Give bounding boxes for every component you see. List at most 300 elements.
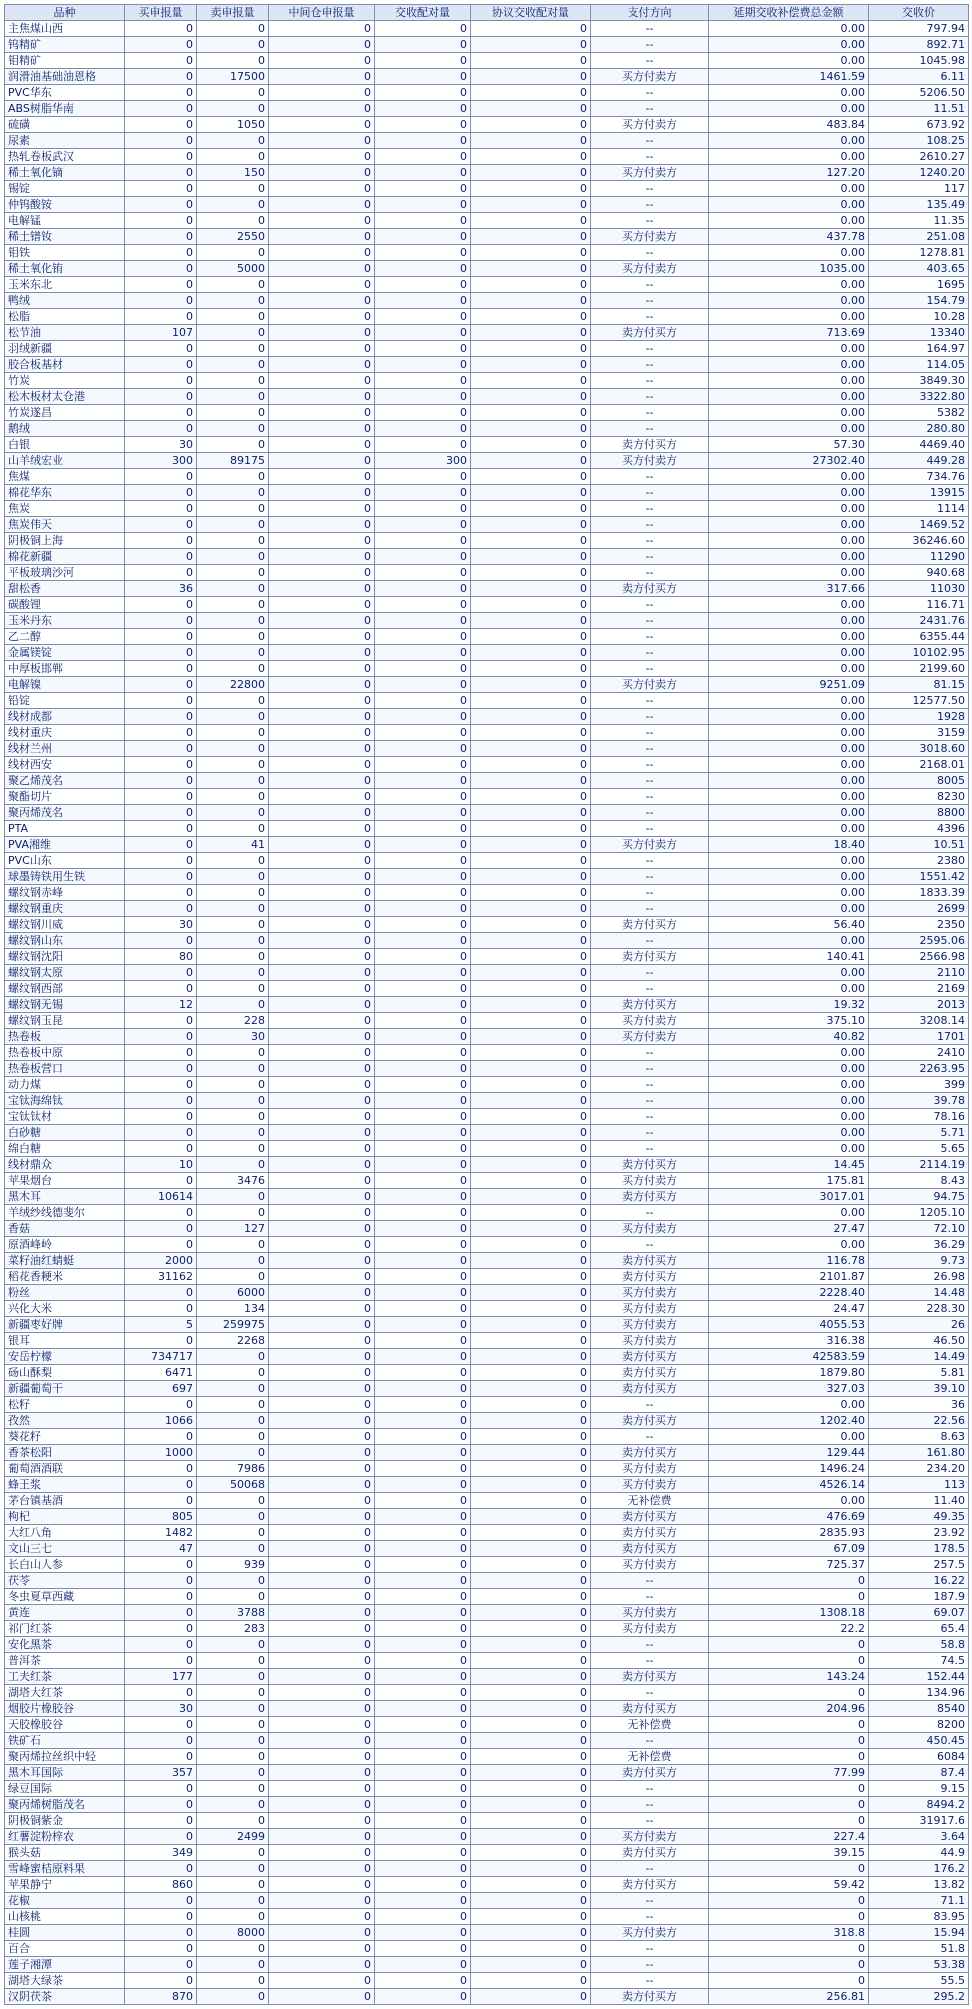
buy-declared-cell: 0 bbox=[125, 1477, 197, 1493]
payment-direction-cell: -- bbox=[591, 309, 709, 325]
sell-declared-cell: 259975 bbox=[197, 1317, 269, 1333]
compensation-total-cell: 127.20 bbox=[709, 165, 869, 181]
sell-declared-cell: 0 bbox=[197, 773, 269, 789]
intermediate-declared-cell: 0 bbox=[269, 1093, 375, 1109]
compensation-total-cell: 0.00 bbox=[709, 773, 869, 789]
intermediate-declared-cell: 0 bbox=[269, 181, 375, 197]
payment-direction-cell: 买方付卖方 bbox=[591, 1557, 709, 1573]
agreement-matched-cell: 0 bbox=[471, 917, 591, 933]
variety-cell: 螺纹钢太原 bbox=[5, 965, 125, 981]
sell-declared-cell: 0 bbox=[197, 1061, 269, 1077]
col-agreement-matched: 协议交收配对量 bbox=[471, 5, 591, 21]
buy-declared-cell: 10 bbox=[125, 1157, 197, 1173]
intermediate-declared-cell: 0 bbox=[269, 1237, 375, 1253]
variety-cell: PTA bbox=[5, 821, 125, 837]
payment-direction-cell: 卖方付买方 bbox=[591, 1349, 709, 1365]
delivery-price-cell: 1469.52 bbox=[869, 517, 969, 533]
table-row bbox=[5, 1589, 969, 1605]
delivery-price-cell: 36 bbox=[869, 1397, 969, 1413]
agreement-matched-cell: 0 bbox=[471, 1733, 591, 1749]
matched-cell: 0 bbox=[375, 1733, 471, 1749]
matched-cell: 0 bbox=[375, 1493, 471, 1509]
delivery-price-cell: 161.80 bbox=[869, 1445, 969, 1461]
compensation-total-cell: 42583.59 bbox=[709, 1349, 869, 1365]
intermediate-declared-cell: 0 bbox=[269, 341, 375, 357]
table-row bbox=[5, 309, 969, 325]
table-row bbox=[5, 1877, 969, 1893]
delivery-price-cell: 26.98 bbox=[869, 1269, 969, 1285]
variety-cell: 文山三七 bbox=[5, 1541, 125, 1557]
compensation-total-cell: 713.69 bbox=[709, 325, 869, 341]
agreement-matched-cell: 0 bbox=[471, 213, 591, 229]
table-row bbox=[5, 1333, 969, 1349]
table-row bbox=[5, 101, 969, 117]
agreement-matched-cell: 0 bbox=[471, 1605, 591, 1621]
agreement-matched-cell: 0 bbox=[471, 677, 591, 693]
payment-direction-cell: -- bbox=[591, 965, 709, 981]
buy-declared-cell: 0 bbox=[125, 69, 197, 85]
payment-direction-cell: 卖方付买方 bbox=[591, 917, 709, 933]
intermediate-declared-cell: 0 bbox=[269, 1109, 375, 1125]
delivery-price-cell: 176.2 bbox=[869, 1861, 969, 1877]
payment-direction-cell: 买方付卖方 bbox=[591, 165, 709, 181]
variety-cell: 螺纹钢玉昆 bbox=[5, 1013, 125, 1029]
variety-cell: 黄连 bbox=[5, 1605, 125, 1621]
table-row bbox=[5, 1509, 969, 1525]
agreement-matched-cell: 0 bbox=[471, 1365, 591, 1381]
intermediate-declared-cell: 0 bbox=[269, 357, 375, 373]
sell-declared-cell: 7986 bbox=[197, 1461, 269, 1477]
delivery-price-cell: 134.96 bbox=[869, 1685, 969, 1701]
payment-direction-cell: 卖方付买方 bbox=[591, 1669, 709, 1685]
agreement-matched-cell: 0 bbox=[471, 1813, 591, 1829]
delivery-price-cell: 152.44 bbox=[869, 1669, 969, 1685]
compensation-total-cell: 476.69 bbox=[709, 1509, 869, 1525]
intermediate-declared-cell: 0 bbox=[269, 997, 375, 1013]
compensation-total-cell: 0.00 bbox=[709, 597, 869, 613]
table-row bbox=[5, 885, 969, 901]
sell-declared-cell: 0 bbox=[197, 1941, 269, 1957]
payment-direction-cell: 卖方付买方 bbox=[591, 1989, 709, 2005]
matched-cell: 0 bbox=[375, 789, 471, 805]
matched-cell: 0 bbox=[375, 1957, 471, 1973]
sell-declared-cell: 3476 bbox=[197, 1173, 269, 1189]
buy-declared-cell: 0 bbox=[125, 853, 197, 869]
agreement-matched-cell: 0 bbox=[471, 1957, 591, 1973]
variety-cell: 仲钨酸铵 bbox=[5, 197, 125, 213]
buy-declared-cell: 0 bbox=[125, 101, 197, 117]
delivery-price-cell: 116.71 bbox=[869, 597, 969, 613]
payment-direction-cell: -- bbox=[591, 389, 709, 405]
buy-declared-cell: 349 bbox=[125, 1845, 197, 1861]
intermediate-declared-cell: 0 bbox=[269, 1733, 375, 1749]
compensation-total-cell: 0.00 bbox=[709, 469, 869, 485]
sell-declared-cell: 2499 bbox=[197, 1829, 269, 1845]
payment-direction-cell: -- bbox=[591, 101, 709, 117]
table-row bbox=[5, 1093, 969, 1109]
variety-cell: 山羊绒宏业 bbox=[5, 453, 125, 469]
buy-declared-cell: 0 bbox=[125, 1221, 197, 1237]
buy-declared-cell: 0 bbox=[125, 1733, 197, 1749]
compensation-total-cell: 0.00 bbox=[709, 21, 869, 37]
variety-cell: 乙二醇 bbox=[5, 629, 125, 645]
variety-cell: 竹炭 bbox=[5, 373, 125, 389]
payment-direction-cell: -- bbox=[591, 1077, 709, 1093]
compensation-total-cell: 129.44 bbox=[709, 1445, 869, 1461]
compensation-total-cell: 0 bbox=[709, 1797, 869, 1813]
intermediate-declared-cell: 0 bbox=[269, 1877, 375, 1893]
variety-cell: 大红八角 bbox=[5, 1525, 125, 1541]
variety-cell: 白银 bbox=[5, 437, 125, 453]
intermediate-declared-cell: 0 bbox=[269, 1957, 375, 1973]
intermediate-declared-cell: 0 bbox=[269, 1413, 375, 1429]
matched-cell: 0 bbox=[375, 837, 471, 853]
compensation-total-cell: 227.4 bbox=[709, 1829, 869, 1845]
buy-declared-cell: 0 bbox=[125, 661, 197, 677]
sell-declared-cell: 0 bbox=[197, 1525, 269, 1541]
sell-declared-cell: 0 bbox=[197, 789, 269, 805]
buy-declared-cell: 0 bbox=[125, 293, 197, 309]
buy-declared-cell: 0 bbox=[125, 1429, 197, 1445]
sell-declared-cell: 0 bbox=[197, 1365, 269, 1381]
delivery-price-cell: 10.28 bbox=[869, 309, 969, 325]
delivery-price-cell: 734.76 bbox=[869, 469, 969, 485]
intermediate-declared-cell: 0 bbox=[269, 725, 375, 741]
intermediate-declared-cell: 0 bbox=[269, 1141, 375, 1157]
buy-declared-cell: 1482 bbox=[125, 1525, 197, 1541]
compensation-total-cell: 317.66 bbox=[709, 581, 869, 597]
agreement-matched-cell: 0 bbox=[471, 309, 591, 325]
intermediate-declared-cell: 0 bbox=[269, 693, 375, 709]
compensation-total-cell: 0.00 bbox=[709, 501, 869, 517]
delivery-price-cell: 13340 bbox=[869, 325, 969, 341]
matched-cell: 0 bbox=[375, 533, 471, 549]
table-row bbox=[5, 1157, 969, 1173]
compensation-total-cell: 0.00 bbox=[709, 1109, 869, 1125]
variety-cell: 黑木耳国际 bbox=[5, 1765, 125, 1781]
compensation-total-cell: 375.10 bbox=[709, 1013, 869, 1029]
intermediate-declared-cell: 0 bbox=[269, 21, 375, 37]
payment-direction-cell: -- bbox=[591, 805, 709, 821]
sell-declared-cell: 0 bbox=[197, 1157, 269, 1173]
matched-cell: 0 bbox=[375, 1637, 471, 1653]
sell-declared-cell: 50068 bbox=[197, 1477, 269, 1493]
buy-declared-cell: 0 bbox=[125, 53, 197, 69]
matched-cell: 0 bbox=[375, 1877, 471, 1893]
compensation-total-cell: 0.00 bbox=[709, 789, 869, 805]
payment-direction-cell: 卖方付买方 bbox=[591, 437, 709, 453]
sell-declared-cell: 0 bbox=[197, 885, 269, 901]
compensation-total-cell: 0.00 bbox=[709, 1493, 869, 1509]
compensation-total-cell: 0 bbox=[709, 1685, 869, 1701]
sell-declared-cell: 0 bbox=[197, 1509, 269, 1525]
compensation-total-cell: 4055.53 bbox=[709, 1317, 869, 1333]
sell-declared-cell: 0 bbox=[197, 1813, 269, 1829]
agreement-matched-cell: 0 bbox=[471, 933, 591, 949]
table-row bbox=[5, 245, 969, 261]
matched-cell: 0 bbox=[375, 613, 471, 629]
agreement-matched-cell: 0 bbox=[471, 197, 591, 213]
compensation-total-cell: 0.00 bbox=[709, 1093, 869, 1109]
agreement-matched-cell: 0 bbox=[471, 1029, 591, 1045]
buy-declared-cell: 870 bbox=[125, 1989, 197, 2005]
variety-cell: 稀土氧化铕 bbox=[5, 261, 125, 277]
agreement-matched-cell: 0 bbox=[471, 581, 591, 597]
table-row bbox=[5, 949, 969, 965]
agreement-matched-cell: 0 bbox=[471, 1797, 591, 1813]
payment-direction-cell: 买方付卖方 bbox=[591, 453, 709, 469]
header-row bbox=[5, 5, 969, 21]
delivery-price-cell: 55.5 bbox=[869, 1973, 969, 1989]
compensation-total-cell: 2835.93 bbox=[709, 1525, 869, 1541]
matched-cell: 0 bbox=[375, 213, 471, 229]
delivery-price-cell: 3322.80 bbox=[869, 389, 969, 405]
delivery-price-cell: 14.48 bbox=[869, 1285, 969, 1301]
variety-cell: 百合 bbox=[5, 1941, 125, 1957]
matched-cell: 0 bbox=[375, 1685, 471, 1701]
matched-cell: 0 bbox=[375, 1813, 471, 1829]
intermediate-declared-cell: 0 bbox=[269, 581, 375, 597]
buy-declared-cell: 0 bbox=[125, 1205, 197, 1221]
buy-declared-cell: 697 bbox=[125, 1381, 197, 1397]
table-row bbox=[5, 1493, 969, 1509]
delivery-price-cell: 117 bbox=[869, 181, 969, 197]
sell-declared-cell: 127 bbox=[197, 1221, 269, 1237]
payment-direction-cell: -- bbox=[591, 1973, 709, 1989]
intermediate-declared-cell: 0 bbox=[269, 1285, 375, 1301]
agreement-matched-cell: 0 bbox=[471, 1205, 591, 1221]
intermediate-declared-cell: 0 bbox=[269, 1461, 375, 1477]
compensation-total-cell: 0.00 bbox=[709, 341, 869, 357]
sell-declared-cell: 0 bbox=[197, 1877, 269, 1893]
table-row bbox=[5, 1461, 969, 1477]
variety-cell: 胶合板基材 bbox=[5, 357, 125, 373]
compensation-total-cell: 1496.24 bbox=[709, 1461, 869, 1477]
sell-declared-cell: 0 bbox=[197, 1653, 269, 1669]
buy-declared-cell: 0 bbox=[125, 389, 197, 405]
matched-cell: 0 bbox=[375, 1269, 471, 1285]
matched-cell: 0 bbox=[375, 1013, 471, 1029]
table-row bbox=[5, 293, 969, 309]
matched-cell: 0 bbox=[375, 1845, 471, 1861]
agreement-matched-cell: 0 bbox=[471, 1381, 591, 1397]
matched-cell: 0 bbox=[375, 101, 471, 117]
intermediate-declared-cell: 0 bbox=[269, 165, 375, 181]
variety-cell: 葵花籽 bbox=[5, 1429, 125, 1445]
sell-declared-cell: 283 bbox=[197, 1621, 269, 1637]
table-row bbox=[5, 1845, 969, 1861]
buy-declared-cell: 0 bbox=[125, 1637, 197, 1653]
sell-declared-cell: 0 bbox=[197, 709, 269, 725]
matched-cell: 0 bbox=[375, 853, 471, 869]
payment-direction-cell: -- bbox=[591, 341, 709, 357]
agreement-matched-cell: 0 bbox=[471, 389, 591, 405]
agreement-matched-cell: 0 bbox=[471, 1221, 591, 1237]
matched-cell: 0 bbox=[375, 1237, 471, 1253]
intermediate-declared-cell: 0 bbox=[269, 757, 375, 773]
delivery-price-cell: 81.15 bbox=[869, 677, 969, 693]
variety-cell: 葡萄酒酒联 bbox=[5, 1461, 125, 1477]
matched-cell: 0 bbox=[375, 421, 471, 437]
table-row bbox=[5, 1445, 969, 1461]
compensation-total-cell: 57.30 bbox=[709, 437, 869, 453]
table-row bbox=[5, 1541, 969, 1557]
buy-declared-cell: 805 bbox=[125, 1509, 197, 1525]
variety-cell: 雪峰蜜桔原料果 bbox=[5, 1861, 125, 1877]
intermediate-declared-cell: 0 bbox=[269, 629, 375, 645]
sell-declared-cell: 0 bbox=[197, 613, 269, 629]
delivery-price-cell: 164.97 bbox=[869, 341, 969, 357]
variety-cell: PVA湘维 bbox=[5, 837, 125, 853]
payment-direction-cell: -- bbox=[591, 1781, 709, 1797]
delivery-price-cell: 3849.30 bbox=[869, 373, 969, 389]
compensation-total-cell: 0.00 bbox=[709, 245, 869, 261]
intermediate-declared-cell: 0 bbox=[269, 789, 375, 805]
variety-cell: 香菇 bbox=[5, 1221, 125, 1237]
delivery-price-cell: 36246.60 bbox=[869, 533, 969, 549]
matched-cell: 0 bbox=[375, 1381, 471, 1397]
variety-cell: 钨精矿 bbox=[5, 37, 125, 53]
payment-direction-cell: -- bbox=[591, 597, 709, 613]
matched-cell: 0 bbox=[375, 965, 471, 981]
compensation-total-cell: 0.00 bbox=[709, 421, 869, 437]
buy-declared-cell: 30 bbox=[125, 917, 197, 933]
intermediate-declared-cell: 0 bbox=[269, 1685, 375, 1701]
matched-cell: 0 bbox=[375, 1573, 471, 1589]
agreement-matched-cell: 0 bbox=[471, 1861, 591, 1877]
payment-direction-cell: 买方付卖方 bbox=[591, 837, 709, 853]
delivery-price-cell: 53.38 bbox=[869, 1957, 969, 1973]
sell-declared-cell: 0 bbox=[197, 101, 269, 117]
compensation-total-cell: 0.00 bbox=[709, 965, 869, 981]
sell-declared-cell: 22800 bbox=[197, 677, 269, 693]
buy-declared-cell: 0 bbox=[125, 549, 197, 565]
payment-direction-cell: 无补偿费 bbox=[591, 1493, 709, 1509]
delivery-price-cell: 1928 bbox=[869, 709, 969, 725]
payment-direction-cell: 买方付卖方 bbox=[591, 261, 709, 277]
sell-declared-cell: 0 bbox=[197, 357, 269, 373]
buy-declared-cell: 10614 bbox=[125, 1189, 197, 1205]
sell-declared-cell: 0 bbox=[197, 469, 269, 485]
variety-cell: 粉丝 bbox=[5, 1285, 125, 1301]
delivery-price-cell: 2013 bbox=[869, 997, 969, 1013]
matched-cell: 0 bbox=[375, 949, 471, 965]
variety-cell: 桂圆 bbox=[5, 1925, 125, 1941]
matched-cell: 0 bbox=[375, 517, 471, 533]
matched-cell: 0 bbox=[375, 373, 471, 389]
matched-cell: 0 bbox=[375, 277, 471, 293]
payment-direction-cell: -- bbox=[591, 1429, 709, 1445]
agreement-matched-cell: 0 bbox=[471, 357, 591, 373]
intermediate-declared-cell: 0 bbox=[269, 53, 375, 69]
matched-cell: 0 bbox=[375, 565, 471, 581]
intermediate-declared-cell: 0 bbox=[269, 437, 375, 453]
buy-declared-cell: 0 bbox=[125, 1941, 197, 1957]
table-row bbox=[5, 725, 969, 741]
matched-cell: 0 bbox=[375, 677, 471, 693]
sell-declared-cell: 0 bbox=[197, 149, 269, 165]
intermediate-declared-cell: 0 bbox=[269, 1445, 375, 1461]
table-row bbox=[5, 389, 969, 405]
payment-direction-cell: -- bbox=[591, 213, 709, 229]
sell-declared-cell: 0 bbox=[197, 1445, 269, 1461]
delivery-price-cell: 9.15 bbox=[869, 1781, 969, 1797]
compensation-total-cell: 0.00 bbox=[709, 309, 869, 325]
compensation-total-cell: 1308.18 bbox=[709, 1605, 869, 1621]
intermediate-declared-cell: 0 bbox=[269, 69, 375, 85]
sell-declared-cell: 0 bbox=[197, 901, 269, 917]
intermediate-declared-cell: 0 bbox=[269, 1429, 375, 1445]
buy-declared-cell: 0 bbox=[125, 1109, 197, 1125]
variety-cell: 汉阴茯茶 bbox=[5, 1989, 125, 2005]
agreement-matched-cell: 0 bbox=[471, 1269, 591, 1285]
table-row bbox=[5, 677, 969, 693]
delivery-price-cell: 2699 bbox=[869, 901, 969, 917]
matched-cell: 0 bbox=[375, 1397, 471, 1413]
intermediate-declared-cell: 0 bbox=[269, 1525, 375, 1541]
payment-direction-cell: 卖方付买方 bbox=[591, 1877, 709, 1893]
delivery-price-cell: 23.92 bbox=[869, 1525, 969, 1541]
table-row bbox=[5, 1061, 969, 1077]
sell-declared-cell: 0 bbox=[197, 325, 269, 341]
variety-cell: 山核桃 bbox=[5, 1909, 125, 1925]
buy-declared-cell: 0 bbox=[125, 1285, 197, 1301]
payment-direction-cell: 卖方付买方 bbox=[591, 1541, 709, 1557]
variety-cell: 线材兰州 bbox=[5, 741, 125, 757]
sell-declared-cell: 0 bbox=[197, 1381, 269, 1397]
compensation-total-cell: 0.00 bbox=[709, 549, 869, 565]
delivery-price-cell: 2410 bbox=[869, 1045, 969, 1061]
table-row bbox=[5, 1365, 969, 1381]
agreement-matched-cell: 0 bbox=[471, 549, 591, 565]
table-row bbox=[5, 149, 969, 165]
delivery-price-cell: 295.2 bbox=[869, 1989, 969, 2005]
buy-declared-cell: 0 bbox=[125, 1813, 197, 1829]
table-row bbox=[5, 869, 969, 885]
buy-declared-cell: 0 bbox=[125, 133, 197, 149]
buy-declared-cell: 0 bbox=[125, 517, 197, 533]
agreement-matched-cell: 0 bbox=[471, 165, 591, 181]
delivery-price-cell: 4396 bbox=[869, 821, 969, 837]
table-row bbox=[5, 117, 969, 133]
table-row bbox=[5, 373, 969, 389]
buy-declared-cell: 0 bbox=[125, 805, 197, 821]
variety-cell: 花椒 bbox=[5, 1893, 125, 1909]
matched-cell: 0 bbox=[375, 325, 471, 341]
intermediate-declared-cell: 0 bbox=[269, 1781, 375, 1797]
payment-direction-cell: -- bbox=[591, 501, 709, 517]
variety-cell: 松节油 bbox=[5, 325, 125, 341]
delivery-price-cell: 6084 bbox=[869, 1749, 969, 1765]
table-row bbox=[5, 1285, 969, 1301]
payment-direction-cell: -- bbox=[591, 869, 709, 885]
agreement-matched-cell: 0 bbox=[471, 261, 591, 277]
buy-declared-cell: 0 bbox=[125, 1909, 197, 1925]
intermediate-declared-cell: 0 bbox=[269, 1541, 375, 1557]
payment-direction-cell: -- bbox=[591, 53, 709, 69]
compensation-total-cell: 2228.40 bbox=[709, 1285, 869, 1301]
variety-cell: 绵白糖 bbox=[5, 1141, 125, 1157]
agreement-matched-cell: 0 bbox=[471, 693, 591, 709]
sell-declared-cell: 0 bbox=[197, 1093, 269, 1109]
matched-cell: 0 bbox=[375, 21, 471, 37]
intermediate-declared-cell: 0 bbox=[269, 453, 375, 469]
variety-cell: 苹果静宁 bbox=[5, 1877, 125, 1893]
agreement-matched-cell: 0 bbox=[471, 1285, 591, 1301]
buy-declared-cell: 0 bbox=[125, 789, 197, 805]
agreement-matched-cell: 0 bbox=[471, 437, 591, 453]
table-row bbox=[5, 181, 969, 197]
